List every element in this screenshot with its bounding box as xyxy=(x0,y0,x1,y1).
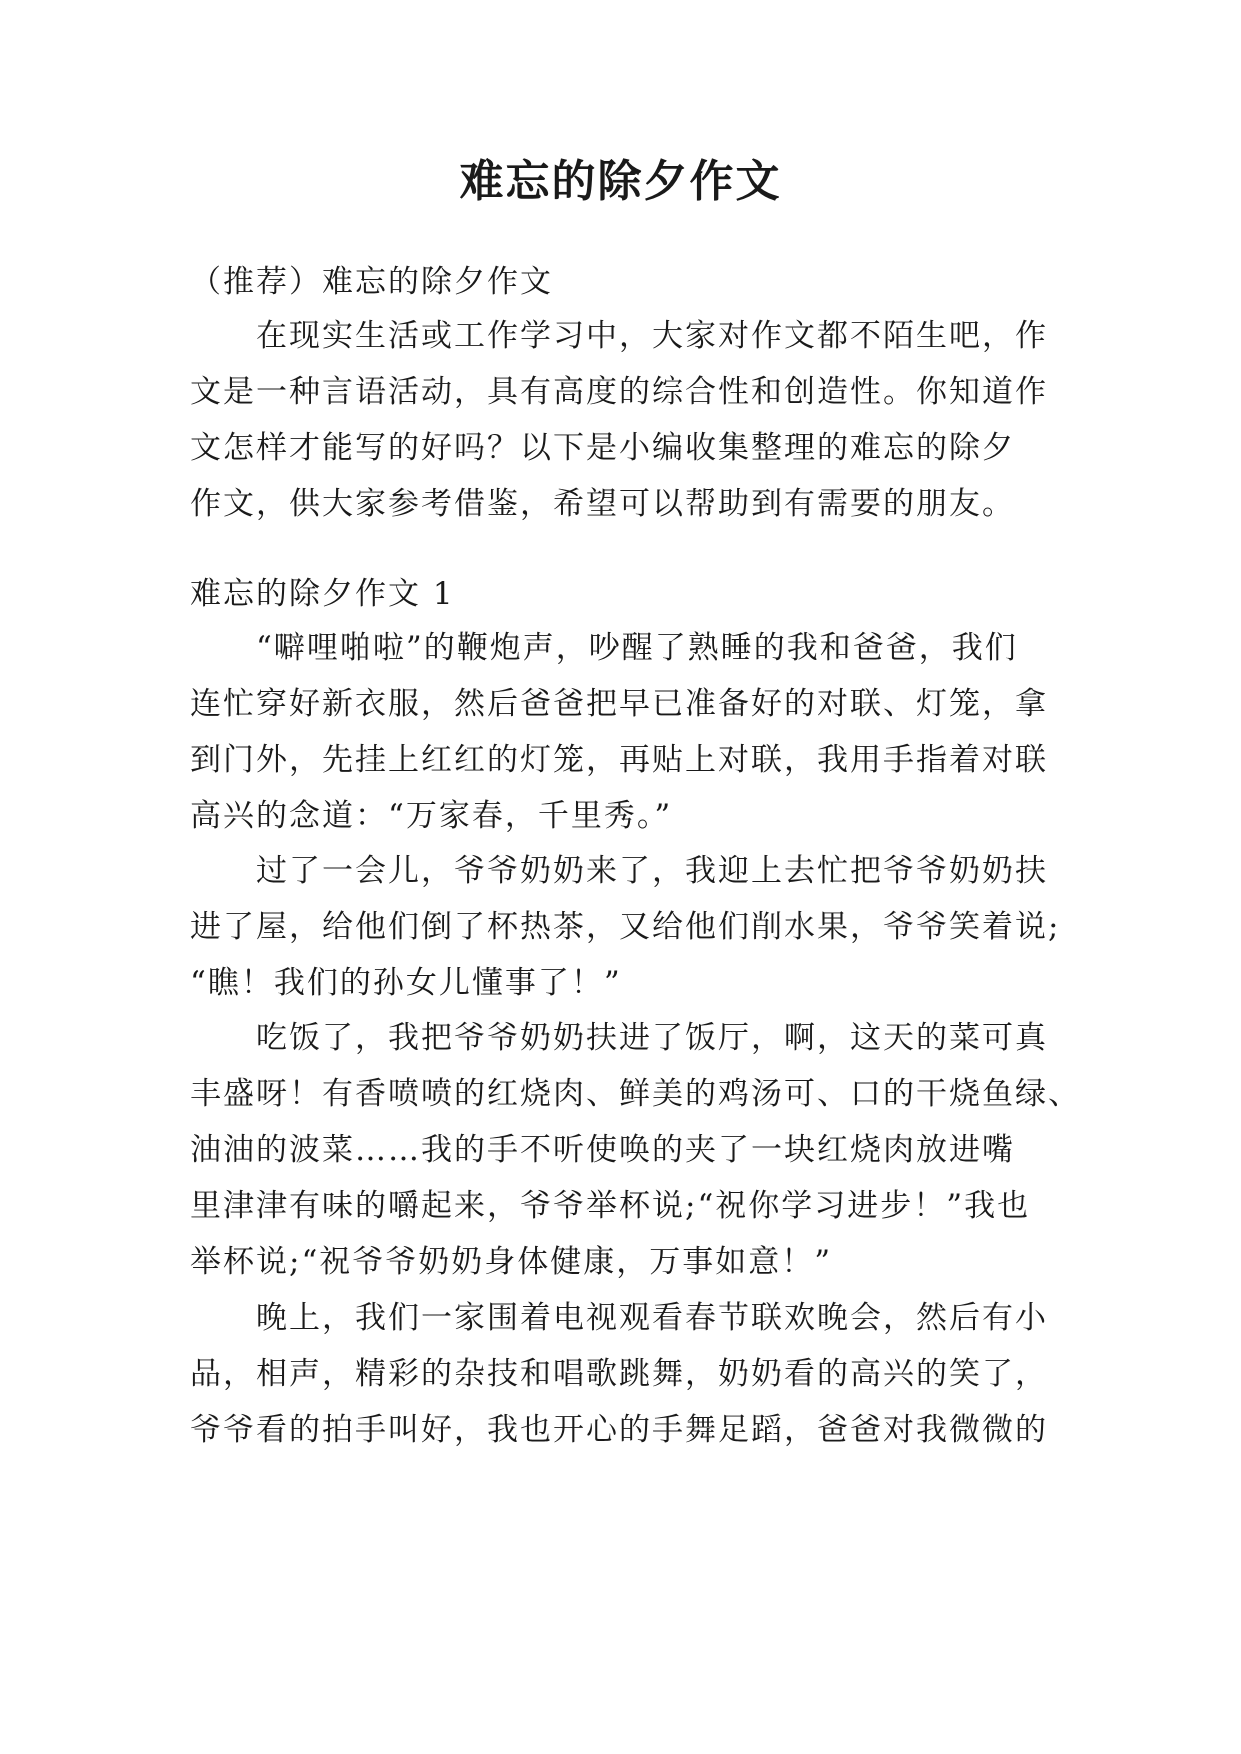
paragraph-line: 里津津有味的嚼起来，爷爷举杯说;“祝你学习进步！”我也 xyxy=(190,1188,1031,1224)
paragraph-2 xyxy=(190,843,1070,1011)
intro-paragraph xyxy=(190,308,1070,532)
intro-line: 文是一种言语活动，具有高度的综合性和创造性。你知道作 xyxy=(190,374,1048,410)
paragraph-line: 爷爷看的拍手叫好，我也开心的手舞足蹈，爸爸对我微微的 xyxy=(190,1412,1048,1448)
intro-line: 作文，供大家参考借鉴，希望可以帮助到有需要的朋友。 xyxy=(190,486,1015,522)
paragraph-line: 举杯说;“祝爷爷奶奶身体健康，万事如意！” xyxy=(190,1244,833,1280)
paragraph-3 xyxy=(190,1010,1081,1290)
paragraph-line: 进了屋，给他们倒了杯热茶，又给他们削水果，爷爷笑着说; xyxy=(190,909,1061,945)
paragraph-line: 连忙穿好新衣服，然后爸爸把早已准备好的对联、灯笼，拿 xyxy=(190,686,1048,722)
document-title: 难忘的除夕作文 xyxy=(459,156,782,207)
section-heading: 难忘的除夕作文 1 xyxy=(190,576,455,612)
paragraph-line: 晚上，我们一家围着电视观看春节联欢晚会，然后有小 xyxy=(256,1300,1048,1336)
paragraph-line: 吃饭了，我把爷爷奶奶扶进了饭厅，啊，这天的菜可真 xyxy=(256,1020,1048,1056)
paragraph-line: 过了一会儿，爷爷奶奶来了，我迎上去忙把爷爷奶奶扶 xyxy=(256,853,1048,889)
paragraph-line: 到门外，先挂上红红的灯笼，再贴上对联，我用手指着对联 xyxy=(190,742,1048,778)
paragraph-4 xyxy=(190,1290,1070,1458)
paragraph-line: 油油的波菜……我的手不听使唤的夹了一块红烧肉放进嘴 xyxy=(190,1132,1015,1168)
paragraph-1 xyxy=(190,620,1070,844)
paragraph-line: 高兴的念道：“万家春，千里秀。” xyxy=(190,798,673,834)
paragraph-line: 品，相声，精彩的杂技和唱歌跳舞，奶奶看的高兴的笑了， xyxy=(190,1356,1048,1392)
paragraph-line: “瞧！我们的孙女儿懂事了！” xyxy=(190,965,622,1001)
intro-line: 在现实生活或工作学习中，大家对作文都不陌生吧，作 xyxy=(256,318,1048,354)
paragraph-line: 丰盛呀！有香喷喷的红烧肉、鲜美的鸡汤可、口的干烧鱼绿、 xyxy=(190,1076,1081,1112)
paragraph-line: “噼哩啪啦”的鞭炮声，吵醒了熟睡的我和爸爸，我们 xyxy=(256,630,1018,666)
intro-line: 文怎样才能写的好吗？以下是小编收集整理的难忘的除夕 xyxy=(190,430,1015,466)
subtitle: （推荐）难忘的除夕作文 xyxy=(190,264,553,300)
